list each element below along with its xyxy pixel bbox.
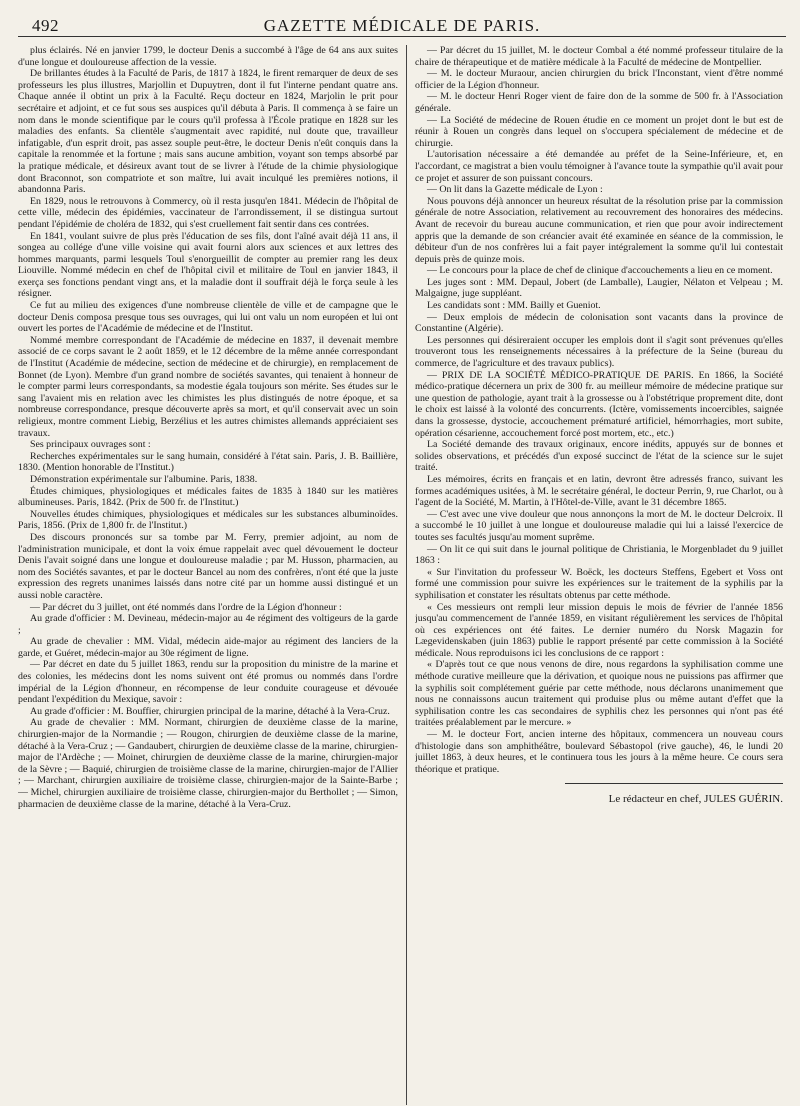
- paragraph: Au grade de chevalier : MM. Vidal, médecin aide-major au régiment des lanciers de la garde, et Guéret, médecin-major au 30e régiment de ligne.: [18, 636, 398, 659]
- paragraph: — La Société de médecine de Rouen étudie en ce moment un projet dont le but est de réunir à Rouen un congrès dans lequel on s'occupera spécialement de médecine et de chirurgie.: [415, 114, 783, 149]
- paragraph: — Deux emplois de médecin de colonisation sont vacants dans la province de Constantine (Algérie).: [415, 311, 783, 335]
- paragraph: Au grade d'officier : M. Bouffier, chirurgien principal de la marine, détaché à la Vera-Cruz.: [30, 705, 390, 717]
- paragraph: Au grade de chevalier : MM. Normant, chirurgien de deuxième classe de la marine, chirurgien-major de la Normandie ; — Rougon, chirurgien de deuxième classe de la marine, détaché à la Vera-Cruz ; — Gandaubert, chirurgien de deuxième classe de la marine, chirurgien-major de l'Ardèche ; — Moinet, chirurgien de deuxième classe de la marine, chirurgien-major de la Sèvre ; — Baquié, chirurgien de troisième classe de la marine, chirurgien-major de l'Allier ; — Marchant, chirurgien auxiliaire de troisième classe, chirurgien-major de la Sainte-Barbe ; — Michel, chirurgien auxiliaire de troisième classe, chirurgien-major du Berthollet ; — Simon, pharmacien de deuxième classe de la marine, détaché à la Vera-Cruz.: [18, 717, 398, 810]
- paragraph: — M. le docteur Henri Roger vient de faire don de la somme de 500 fr. à l'Association générale.: [415, 91, 783, 114]
- paragraph: Nous pouvons déjà annoncer un heureux résultat de la résolution prise par la commission générale de notre Association, relativement au recouvrement des honoraires des médecins. Avant de recevoir du bureau aucune communication, et rien que pour avoir indirectement appris que la demande de son créancier avait été examinée en séance de la commission, le débiteur d'un de nos confrères lui a fait payer intégralement la somme qu'il lui contestait depuis près de quinze mois.: [415, 195, 783, 265]
- paragraph: En 1829, nous le retrouvons à Commercy, où il resta jusqu'en 1841. Médecin de l'hôpital de cette ville, médecin des épidémies, vaccinateur de l'arrondissement, il se distingua surtout pendant l'épidémie de choléra de 1832, qui s'est cruellement fait sentir dans ces contrées.: [18, 195, 398, 230]
- paragraph: Les juges sont : MM. Depaul, Jobert (de Lamballe), Laugier, Nélaton et Velpeau ; M. Malgaigne, juge suppléant.: [415, 276, 783, 300]
- paragraph: — C'est avec une vive douleur que nous annonçons la mort de M. le docteur Delcroix. Il a succombé le 10 juillet à une longue et douloureuse maladie qui lui a laissé l'exercice de toutes ses facultés jusqu'au moment suprême.: [415, 508, 783, 543]
- paragraph: « Sur l'invitation du professeur W. Boëck, les docteurs Steffens, Egebert et Voss ont formé une commission pour suivre les expériences sur le traitement de la syphilis par la syphilisation et constater les résultats obtenus par cette méthode.: [415, 566, 783, 601]
- paragraph: La Société demande des travaux originaux, encore inédits, appuyés sur de bonnes et solides observations, et précédés d'un exposé succinct de l'état de la science sur le sujet traité.: [415, 439, 783, 474]
- paragraph: Ses principaux ouvrages sont :: [30, 439, 151, 451]
- paragraph: Nommé membre correspondant de l'Académie de médecine en 1837, il devenait membre associé de ce corps savant le 2 août 1859, et le 12 décembre de la même année correspondant de l'Institut (Académie de médecine, section de médecine et de chirurgie), en remplacement de Bonnet (de Lyon). Membre d'un grand nombre de sociétés savantes, qui tenaient à honneur de le compter parmi leurs correspondants, sa modestie égala toujours son mérite. Ses études sur le sang l'avaient mis en relation avec les chimistes les plus distingués de notre époque, et sa nombreuse correspondance, presque découverte après sa mort, et qu'il conservait avec un soin religieux, montre comment Liebig, Berzélius et les autres chimistes allemands appréciaient ses travaux.: [18, 334, 398, 439]
- paragraph: — Par décret du 3 juillet, ont été nommés dans l'ordre de la Légion d'honneur :: [30, 601, 342, 613]
- column-divider: [406, 45, 407, 1105]
- paragraph: Des discours prononcés sur sa tombe par M. Ferry, premier adjoint, au nom de l'administration municipale, et dont la voix émue rappelait avec quel dévouement le docteur Denis l'avait soigné dans une longue et douloureuse maladie ; par M. Husson, pharmacien, au nom des Sociétés savantes, et par le docteur Bancel au nom des confrères, n'ont été que la juste expression des regrets unanimes laissés dans notre cité par un homme aussi distingué et un aussi noble caractère.: [18, 531, 398, 601]
- paragraph: « Ces messieurs ont rempli leur mission depuis le mois de février de l'année 1856 jusqu'au commencement de l'année 1859, en visitant régulièrement les services de l'hôpital où ces expériences ont été faites. Le dernier numéro du Norsk Magazin for Lægevidenskaben (juin 1863) publie le rapport présenté par cette commission à la Société médicale. Nous reproduisons ici les conclusions de ce rapport :: [415, 601, 783, 659]
- paragraph: En 1841, voulant suivre de plus près l'éducation de ses fils, dont l'aîné avait déjà 11 ans, il songea au collége d'une ville voisine qui avait fourni alors aux sciences et aux lettres des hommes marquants, parmi lesquels Toul s'enorgueillit de compter au premier rang les deux Liouville. Nommé médecin en chef de l'hôpital civil et militaire de Toul en janvier 1843, il exerça ses fonctions pendant vingt ans, et la maladie dont il souffrait déjà le força seule à les résigner.: [18, 230, 398, 300]
- paragraph: Les candidats sont : MM. Bailly et Gueniot.: [427, 300, 601, 312]
- paragraph: Études chimiques, physiologiques et médicales faites de 1835 à 1840 sur les matières albumineuses. Paris, 1842. (Prix de 500 fr. de l'Institut.): [18, 485, 398, 509]
- paragraph: « D'après tout ce que nous venons de dire, nous regardons la syphilisation comme une méthode curative meilleure que la dérivation, et quoique nous ne puissions pas affirmer que la syphilis soit complétement guérie par cette méthode, nous déclarons unanimement que nous ne connaissons aucun traitement qui produise plus ou même autant d'effet que la syphilisation contre les cas secondaires de syphilis chez les personnes qui n'ont pas été traitées préalablement par le mercure. »: [415, 659, 783, 729]
- page-number: 492: [32, 16, 59, 35]
- paragraph: Ce fut au milieu des exigences d'une nombreuse clientèle de ville et de campagne que le docteur Denis composa presque tous ses ouvrages, qui lui ont valu un nom européen et lui ont ouvert les portes de l'Académie de médecine et de l'Institut.: [18, 300, 398, 335]
- paragraph: — PRIX DE LA SOCIÉTÉ MÉDICO-PRATIQUE DE PARIS. En 1866, la Société médico-pratique décernera un prix de 300 fr. au meilleur mémoire de médecine pratique sur une question de pathologie, ayant trait à la grossesse ou à l'obstétrique proprement dite, dont le choix est laissé à la volonté des concurrents. (Ictère, vomissements incoercibles, saignée dans la grossesse, dystocie, accouchement prématuré artificiel, hémorrhagies, mort subite, opération césarienne, accouchement forcé post mortem, etc., etc.): [415, 369, 783, 439]
- article-columns: [18, 45, 786, 1105]
- paragraph: — Le concours pour la place de chef de clinique d'accouchements a lieu en ce moment.: [427, 265, 773, 277]
- left-column: [18, 45, 398, 1105]
- paragraph: — Par décret du 15 juillet, M. le docteur Combal a été nommé professeur titulaire de la chaire de thérapeutique et de matière médicale à la Faculté de médecine de Montpellier.: [415, 45, 783, 68]
- paragraph: — M. le docteur Fort, ancien interne des hôpitaux, commencera un nouveau cours d'histologie dans son amphithéâtre, boulevard Sébastopol (rive gauche), 46, le lundi 20 juillet 1863, à deux heures, et le continuera tous les jours à la même heure. Ce cours sera théorique et pratique.: [415, 729, 783, 775]
- page-header: [18, 10, 786, 37]
- paragraph: — Par décret en date du 5 juillet 1863, rendu sur la proposition du ministre de la marine et des colonies, les médecins dont les noms suivent ont été promus ou nommés dans l'ordre impérial de la Légion d'honneur, en récompense de leur conduite courageuse et dévouée pendant l'expédition du Mexique, savoir :: [18, 659, 398, 706]
- paragraph: — M. le docteur Muraour, ancien chirurgien du brick l'Inconstant, vient d'être nommé officier de la Légion d'honneur.: [415, 68, 783, 91]
- paragraph: L'autorisation nécessaire a été demandée au préfet de la Seine-Inférieure, et, en l'accordant, ce magistrat a bien voulu témoigner à l'avance toute la sympathie qu'il avait pour ce projet et assurer de son puissant concours.: [415, 149, 783, 184]
- paragraph: — On lit ce qui suit dans le journal politique de Christiania, le Morgenbladet du 9 juillet 1863 :: [415, 543, 783, 567]
- right-column-paragraphs: [415, 45, 783, 775]
- paragraph: Au grade d'officier : M. Devineau, médecin-major au 4e régiment des voltigeurs de la garde ;: [18, 613, 398, 636]
- paragraph: Les personnes qui désireraient occuper les emplois dont il s'agit sont prévenues qu'elles trouveront tous les renseignements nécessaires à la préfecture de la Seine (bureau du commerce, de l'agriculture et des travaux publics).: [415, 334, 783, 370]
- signature-rule: [565, 783, 783, 784]
- paragraph: Recherches expérimentales sur le sang humain, considéré à l'état sain. Paris, J. B. Baillière, 1830. (Mention honorable de l'Institut.): [18, 450, 398, 474]
- paragraph: Les mémoires, écrits en français et en latin, devront être adressés franco, suivant les formes académiques usitées, à M. le secrétaire général, le docteur Perrin, 9, rue Charlot, ou à l'agent de la Société, M. Martin, à l'Hôtel-de-Ville, avant le 31 décembre 1865.: [415, 473, 783, 509]
- paragraph: Démonstration expérimentale sur l'albumine. Paris, 1838.: [30, 473, 258, 485]
- right-column: [415, 45, 783, 1105]
- paragraph: Nouvelles études chimiques, physiologiques et médicales sur les substances albuminoïdes. Paris, 1856. (Prix de 1,800 fr. de l'Institut.): [18, 508, 398, 532]
- editor-signature: Le rédacteur en chef, JULES GUÉRIN.: [608, 793, 783, 806]
- paragraph: plus éclairés. Né en janvier 1799, le docteur Denis a succombé à l'âge de 64 ans aux suites d'une longue et douloureuse affection de la vessie.: [18, 45, 398, 68]
- journal-title: GAZETTE MÉDICALE DE PARIS.: [263, 16, 541, 35]
- paragraph: — On lit dans la Gazette médicale de Lyon :: [427, 184, 603, 196]
- paragraph: De brillantes études à la Faculté de Paris, de 1817 à 1824, le firent remarquer de deux de ses professeurs les plus illustres, Marjollin et Dupuytren, dont il fut l'interne pendant quatre ans. Chaque année il obtint un prix à la Faculté. Reçu docteur en 1824, Marjolin le prit pour secrétaire et adjoint, et ce fut sous ses auspices qu'il débuta à Paris. Il commença à se faire un nom dans le monde scientifique par le cours qu'il professa à l'École pratique en 1828 sur les maladies des enfants. Sa clientèle s'augmentait avec rapidité, nul doute que, travailleur infatigable, d'un esprit droit, pas assez souple peut-être, le docteur Denis n'eût conquis dans la capitale la renommée et la fortune ; mais sans aucune ambition, voyant son temps absorbé par la pratique médicale, et désireux avant tout de se livrer à l'étude de la chimie physiologique dont Braconnot, son compatriote et son maître, lui avait inculqué les premières notions, il abandonna Paris.: [18, 68, 398, 196]
